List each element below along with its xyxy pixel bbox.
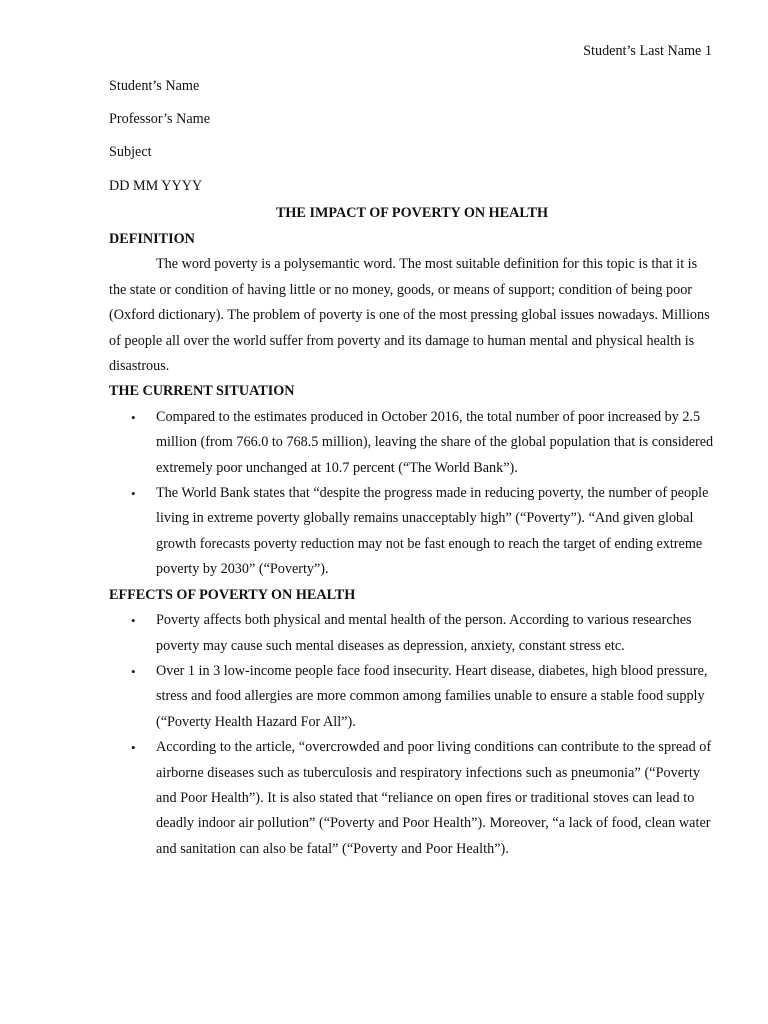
professor-name: Professor’s Name [109, 111, 211, 128]
current-situation-list [109, 405, 715, 583]
bullet-icon: • [131, 663, 136, 679]
list-item [109, 608, 715, 659]
running-head: Student’s Last Name 1 [583, 43, 712, 59]
list-item [109, 405, 715, 481]
subject: Subject [109, 144, 152, 161]
list-item-text: Over 1 in 3 low-income people face food insecurity. Heart disease, diabetes, high blood pressure, stress and food allergies are more common among families unable to ensure a stable food supply (“Poverty Health Hazard For All”). [156, 662, 708, 730]
bullet-icon: • [131, 409, 136, 425]
list-item-text: Compared to the estimates produced in October 2016, the total number of poor increased by 2.5 million (from 766.0 to 768.5 million), leaving the share of the global population that is considered extremely poor unchanged at 10.7 percent (“The World Bank”). [156, 408, 714, 476]
list-item [109, 481, 715, 583]
date: DD MM YYYY [109, 177, 203, 194]
student-name: Student’s Name [109, 78, 200, 94]
bullet-icon: • [131, 740, 136, 756]
list-item-text: The World Bank states that “despite the progress made in reducing poverty, the number of people living in extreme poverty globally remains unacceptably high” (“Poverty”). “And given global growth forecasts poverty reduction may not be fast enough to reach the target of ending extreme poverty by 2030” (“Poverty”). [156, 485, 709, 578]
bullet-icon: • [131, 613, 136, 629]
bullet-icon: • [131, 486, 136, 502]
definition-paragraph: The word poverty is a polysemantic word. The most suitable definition for this topic is that it is the state or condition of having little or no money, goods, or means of support; condition of being poor (Oxford dictionary). The problem of poverty is one of the most pressing global issues nowadays. Millions of people all over the world suffer from poverty and its damage to human mental and physical health is disastrous. [109, 256, 710, 375]
document-title: THE IMPACT OF POVERTY ON HEALTH [275, 205, 549, 222]
list-item-text: Poverty affects both physical and mental health of the person. According to various researches poverty may cause such mental diseases as depression, anxiety, constant stress etc. [156, 612, 692, 654]
effects-list [109, 608, 715, 862]
list-item [109, 659, 715, 735]
section-heading-current-situation: THE CURRENT SITUATION [109, 383, 295, 400]
document-body [109, 74, 715, 862]
list-item [109, 735, 715, 862]
section-heading-definition: DEFINITION [109, 231, 195, 248]
section-heading-effects: EFFECTS OF POVERTY ON HEALTH [109, 586, 356, 603]
list-item-text: According to the article, “overcrowded and poor living conditions can contribute to the spread of airborne diseases such as tuberculosis and respiratory infections such as pneumonia” (“Poverty and Poor Health”). It is also stated that “reliance on open fires or traditional stoves can lead to deadly indoor air pollution” (“Poverty and Poor Health”). Moreover, “a lack of food, clean water and sanitation can also be fatal” (“Poverty and Poor Health”). [156, 739, 712, 857]
